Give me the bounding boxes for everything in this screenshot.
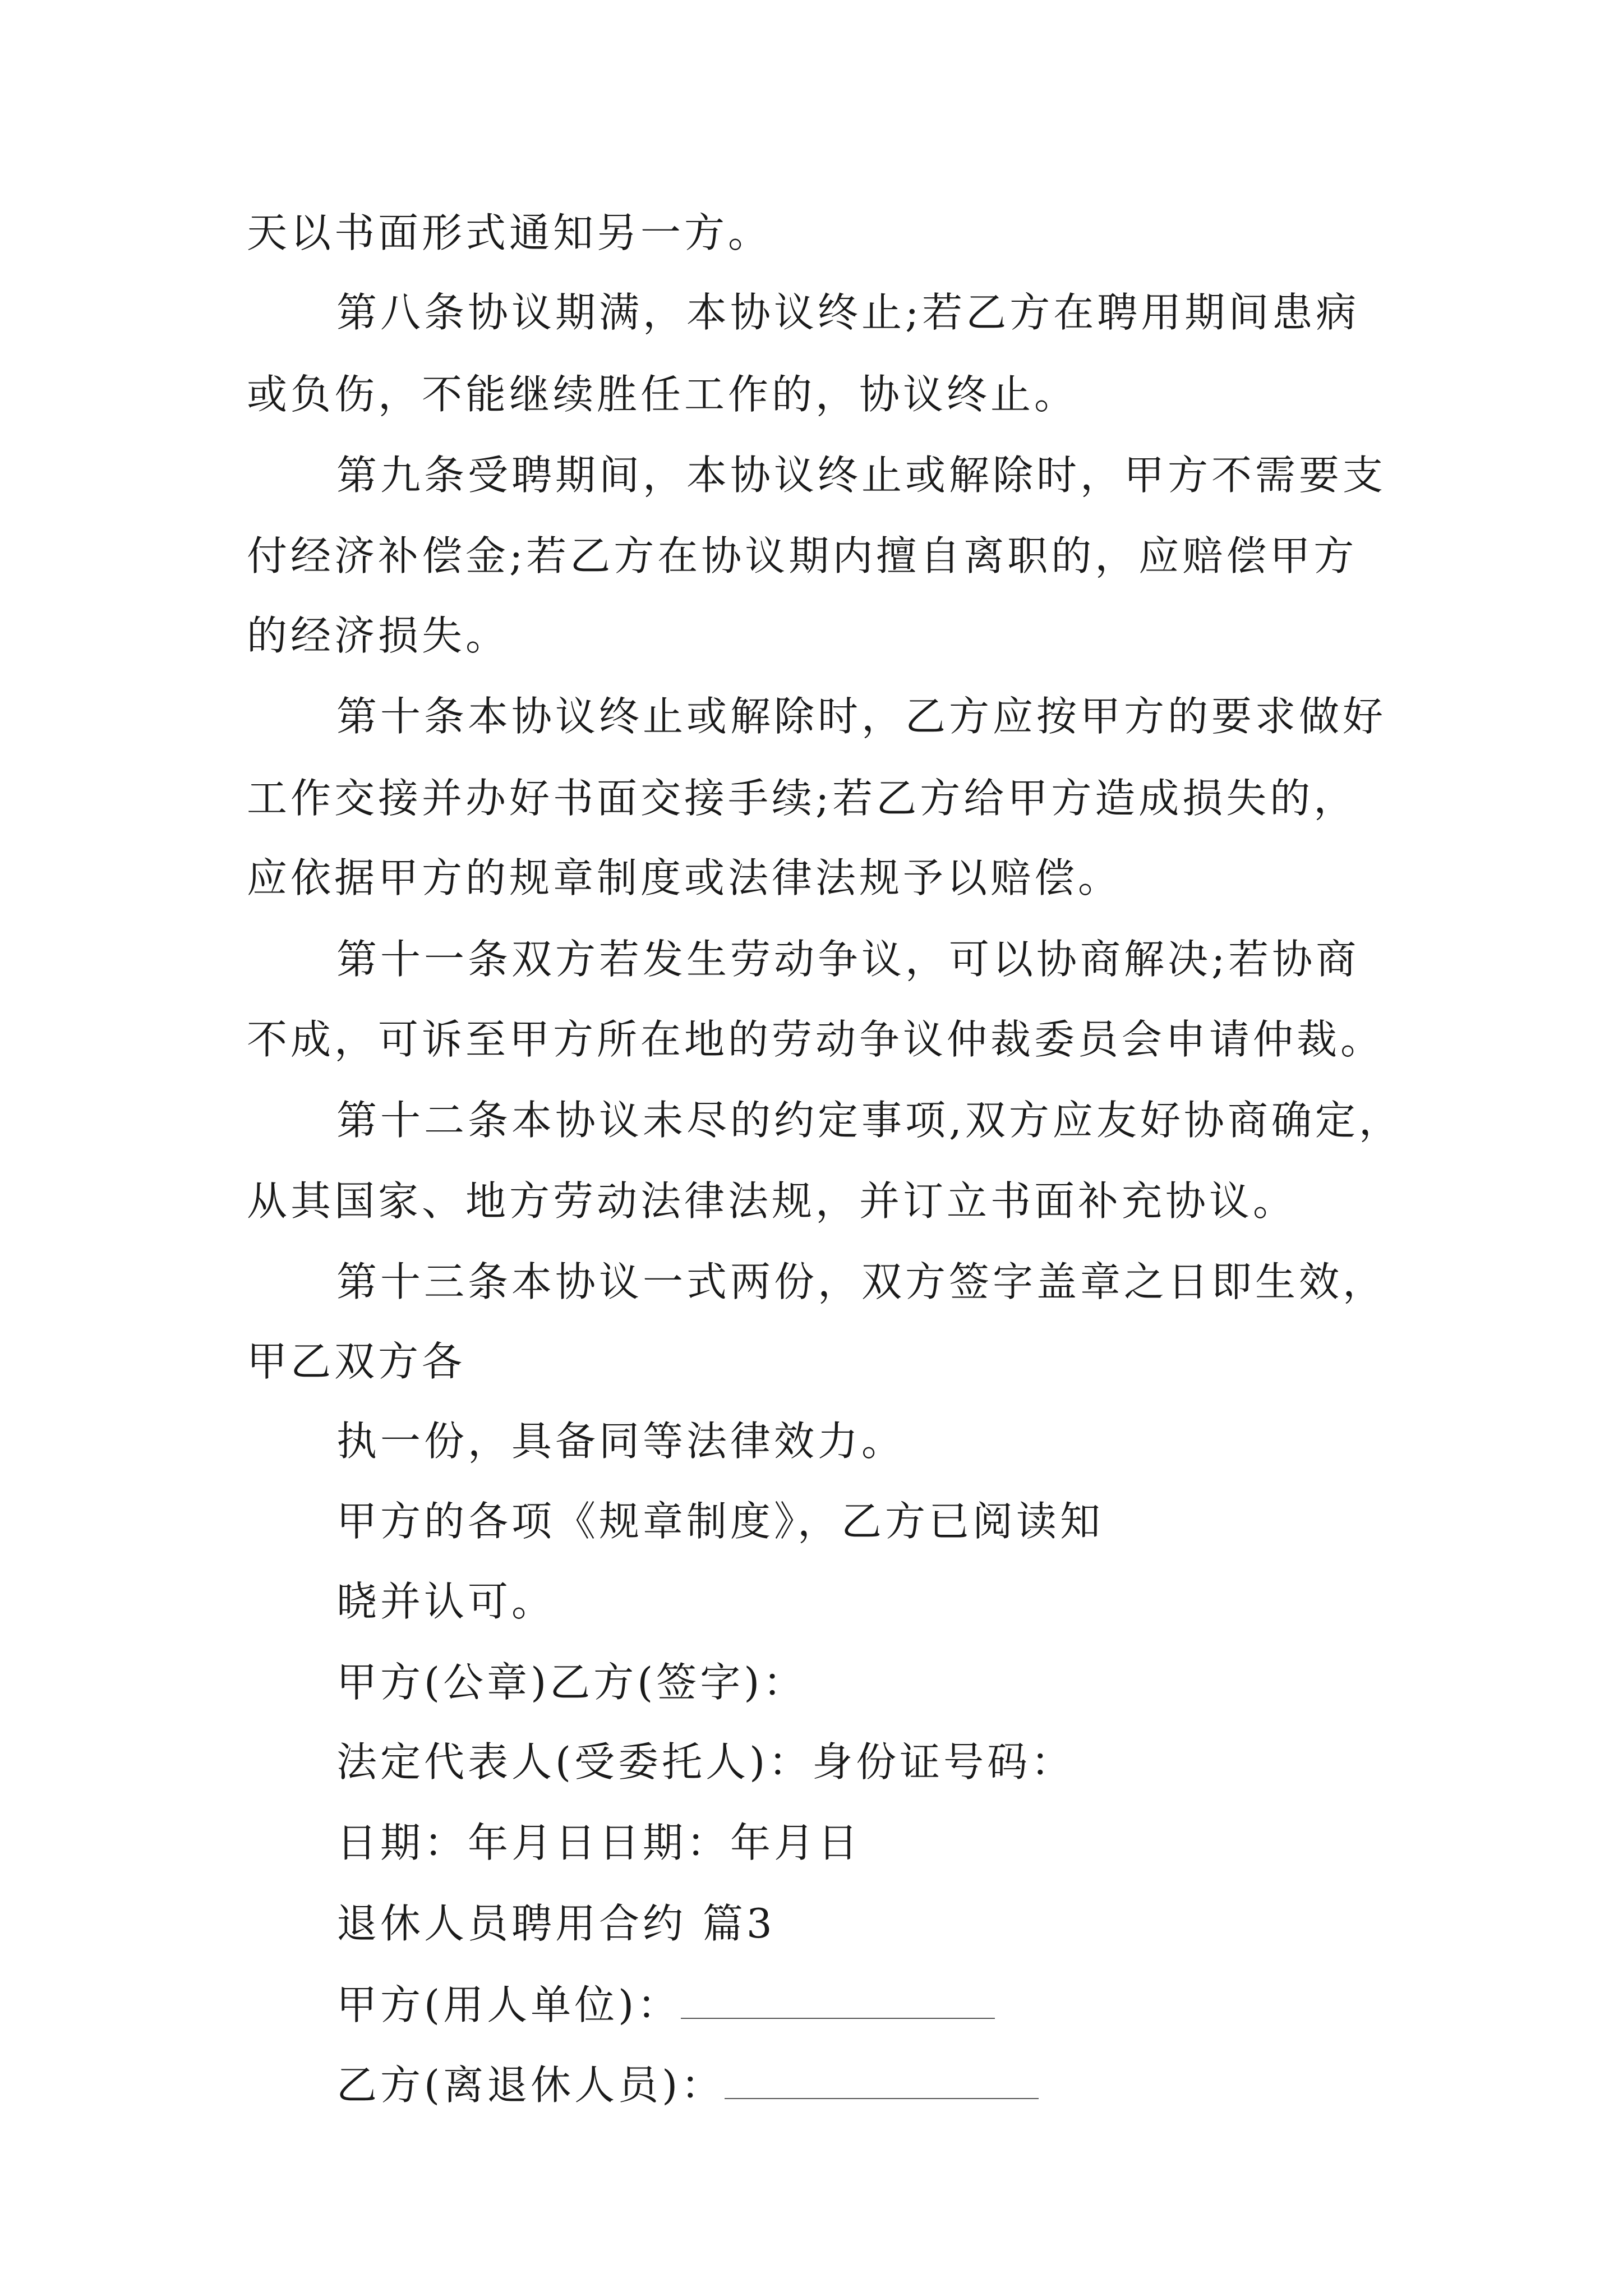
- party-a-line: [336, 1978, 995, 2030]
- party-b-label: 乙方(离退休人员)：: [336, 2062, 725, 2109]
- text-line: 应依据甲方的规章制度或法律法规予以赔偿。: [247, 854, 1122, 901]
- text-line: 第九条受聘期间，本协议终止或解除时，甲方不需要支: [336, 452, 1387, 499]
- text-line: 付经济补偿金;若乙方在协议期内擅自离职的，应赔偿甲方: [247, 532, 1358, 579]
- text-line: 第十条本协议终止或解除时，乙方应按甲方的要求做好: [336, 693, 1387, 740]
- section-heading: 退休人员聘用合约 篇3: [336, 1900, 776, 1947]
- text-line: 的经济损失。: [247, 612, 510, 659]
- party-a-label: 甲方(用人单位)：: [336, 1981, 681, 2028]
- text-line: 甲方(公章)乙方(签字)：: [336, 1659, 807, 1706]
- text-line: 天以书面形式通知另一方。: [247, 209, 772, 256]
- party-a-blank: [681, 1978, 995, 2019]
- text-line: 甲方的各项《规章制度》，乙方已阅读知: [336, 1498, 1104, 1545]
- text-line: 甲乙双方各: [247, 1338, 466, 1385]
- text-line: 执一份，具备同等法律效力。: [336, 1418, 906, 1465]
- text-line: 或负伤，不能继续胜任工作的，协议终止。: [247, 371, 1078, 418]
- text-line: 日期：年月日日期：年月日: [336, 1819, 862, 1866]
- text-line: 晓并认可。: [336, 1578, 556, 1625]
- text-line: 第十三条本协议一式两份，双方签字盖章之日即生效，: [336, 1258, 1387, 1305]
- text-line: 工作交接并办好书面交接手续;若乙方给甲方造成损失的，: [247, 775, 1358, 822]
- text-line: 法定代表人(受委托人)：身份证号码：: [336, 1738, 1075, 1786]
- text-line: 第十一条双方若发生劳动争议，可以协商解决;若协商: [336, 936, 1360, 983]
- party-b-line: [336, 2059, 1039, 2110]
- text-line: 第十二条本协议未尽的约定事项,双方应友好协商确定，: [336, 1097, 1403, 1144]
- text-line: 不成，可诉至甲方所在地的劳动争议仲裁委员会申请仲裁。: [247, 1016, 1385, 1063]
- text-line: 第八条协议期满，本协议终止;若乙方在聘用期间患病: [336, 289, 1360, 336]
- party-b-blank: [725, 2059, 1039, 2099]
- text-line: 从其国家、地方劳动法律法规，并订立书面补充协议。: [247, 1177, 1297, 1225]
